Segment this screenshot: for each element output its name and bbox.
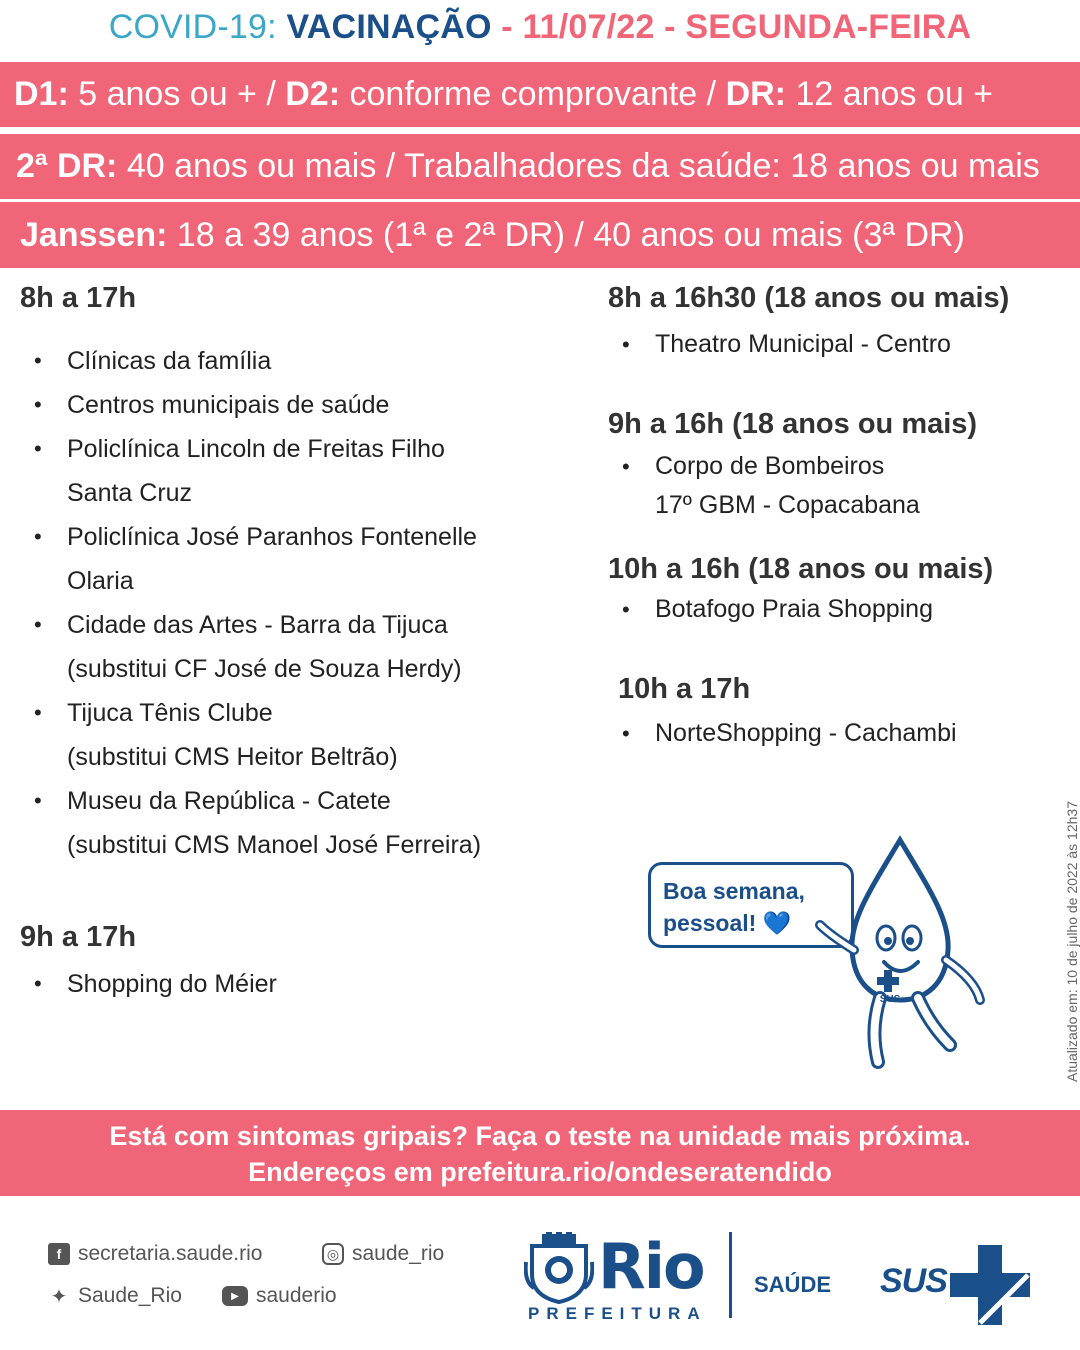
d1-label: D1: <box>14 75 69 113</box>
list-item-sublabel: (substitui CMS Manoel José Ferreira) <box>67 831 482 859</box>
list-item-label: • Tijuca Tênis Clube <box>67 699 273 727</box>
facebook-link[interactable] <box>48 1242 262 1266</box>
list-item <box>20 779 580 867</box>
youtube-link[interactable] <box>222 1284 337 1308</box>
list-item <box>20 962 580 1006</box>
list-item-label: Shopping do Méier <box>67 970 277 998</box>
location-list <box>20 962 580 1006</box>
prefeitura-label: PREFEITURA <box>528 1304 707 1323</box>
sus-cross-icon <box>950 1245 1030 1325</box>
d2-label: D2: <box>285 75 341 113</box>
list-item <box>20 383 580 427</box>
facebook-handle: secretaria.saude.rio <box>78 1242 263 1265</box>
list-item-label: Botafogo Praia Shopping <box>655 595 933 623</box>
bubble-line1: Boa semana, <box>663 878 805 904</box>
list-item-label: NorteShopping - Cachambi <box>655 719 957 747</box>
list-item-label: • Corpo de Bombeiros <box>655 452 885 480</box>
list-item-label: Clínicas da família <box>67 347 272 375</box>
janssen-band <box>0 202 1080 268</box>
twitter-icon: ✦ <box>50 1285 68 1308</box>
list-item-label: • Museu da República - Catete <box>67 787 391 815</box>
list-item <box>20 339 580 383</box>
youtube-handle: sauderio <box>256 1284 337 1307</box>
title-main: VACINAÇÃO <box>286 8 492 46</box>
second-dr-label: 2ª DR: <box>16 147 118 185</box>
list-item-sublabel: Olaria <box>67 567 134 595</box>
logo-divider <box>729 1232 732 1318</box>
list-item-label: Centros municipais de saúde <box>67 391 390 419</box>
location-list <box>608 714 1068 753</box>
schedule-heading: 10h a 17h <box>618 673 751 705</box>
list-item-sublabel: (substitui CF José de Souza Herdy) <box>67 655 462 683</box>
rio-wordmark: Rio <box>598 1230 704 1303</box>
youtube-icon: ▶ <box>222 1286 248 1306</box>
instagram-link[interactable] <box>322 1242 444 1266</box>
list-item-label: Theatro Municipal - Centro <box>655 330 951 358</box>
list-item-sublabel: Santa Cruz <box>67 479 193 507</box>
list-item-label: • Policlínica José Paranhos Fontenelle <box>67 523 477 551</box>
address-link[interactable]: Endereços em prefeitura.rio/ondeseratendido <box>248 1157 832 1187</box>
d2-text: conforme comprovante / <box>349 75 717 113</box>
second-dr-text: 40 anos ou mais / Trabalhadores da saúde: 18 anos ou mais <box>126 147 1040 185</box>
list-item-sublabel: 17º GBM - Copacabana <box>655 491 920 519</box>
schedule-heading: 8h a 17h <box>20 282 137 314</box>
location-list <box>608 447 1068 525</box>
instagram-icon: ◎ <box>322 1243 344 1265</box>
symptoms-band <box>0 1110 1080 1196</box>
heart-icon: 💙 <box>762 910 792 936</box>
dr-text: 12 anos ou + <box>795 75 994 113</box>
list-item <box>20 515 580 603</box>
title-prefix: COVID-19: <box>108 8 287 46</box>
sus-wordmark: SUS <box>880 1262 947 1300</box>
dose-info-band <box>0 62 1080 127</box>
schedule-heading: 10h a 16h (18 anos ou mais) <box>608 553 994 585</box>
second-booster-band <box>0 134 1080 199</box>
bubble-line2: pessoal! <box>663 910 757 936</box>
saude-label: SAÚDE <box>754 1272 832 1297</box>
mascot-badge: SUS <box>879 994 901 1005</box>
title-date: - 11/07/22 - SEGUNDA-FEIRA <box>491 8 972 46</box>
schedule-heading: 9h a 16h (18 anos ou mais) <box>608 408 978 440</box>
location-list <box>20 339 580 867</box>
facebook-icon: f <box>48 1243 70 1265</box>
right-column <box>608 282 1068 753</box>
list-item <box>20 427 580 515</box>
list-item-label: • Policlínica Lincoln de Freitas Filho <box>67 435 445 463</box>
list-item-sublabel: (substitui CMS Heitor Beltrão) <box>67 743 398 771</box>
list-item <box>20 691 580 779</box>
updated-note: Atualizado em: 10 de julho de 2022 às 12h37 <box>1064 801 1080 1082</box>
list-item <box>608 590 1068 629</box>
janssen-text: 18 a 39 anos (1ª e 2ª DR) / 40 anos ou mais (3ª DR) <box>176 215 965 254</box>
janssen-label: Janssen: <box>20 215 168 254</box>
prefeitura-rio-logo <box>524 1228 714 1328</box>
instagram-handle: saude_rio <box>352 1242 445 1265</box>
location-list <box>608 590 1068 629</box>
list-item-label: • Cidade das Artes - Barra da Tijuca <box>67 611 448 639</box>
twitter-handle: Saude_Rio <box>78 1284 182 1307</box>
schedule-heading: 9h a 17h <box>20 921 137 953</box>
list-item <box>20 603 580 691</box>
symptoms-text: Está com sintomas gripais? Faça o teste na unidade mais próxima. <box>109 1121 971 1151</box>
page-title <box>0 8 1080 47</box>
list-item <box>608 325 1068 364</box>
left-column <box>20 282 580 1006</box>
coat-of-arms-icon <box>524 1232 594 1304</box>
dr-label: DR: <box>725 75 787 113</box>
schedule-heading: 8h a 16h30 (18 anos ou mais) <box>608 282 1010 314</box>
list-item <box>608 447 1068 525</box>
twitter-link[interactable] <box>48 1284 182 1308</box>
list-item <box>608 714 1068 753</box>
d1-text: 5 anos ou + / <box>78 75 276 113</box>
location-list <box>608 325 1068 364</box>
mascot-droplet-icon <box>800 830 1000 1080</box>
